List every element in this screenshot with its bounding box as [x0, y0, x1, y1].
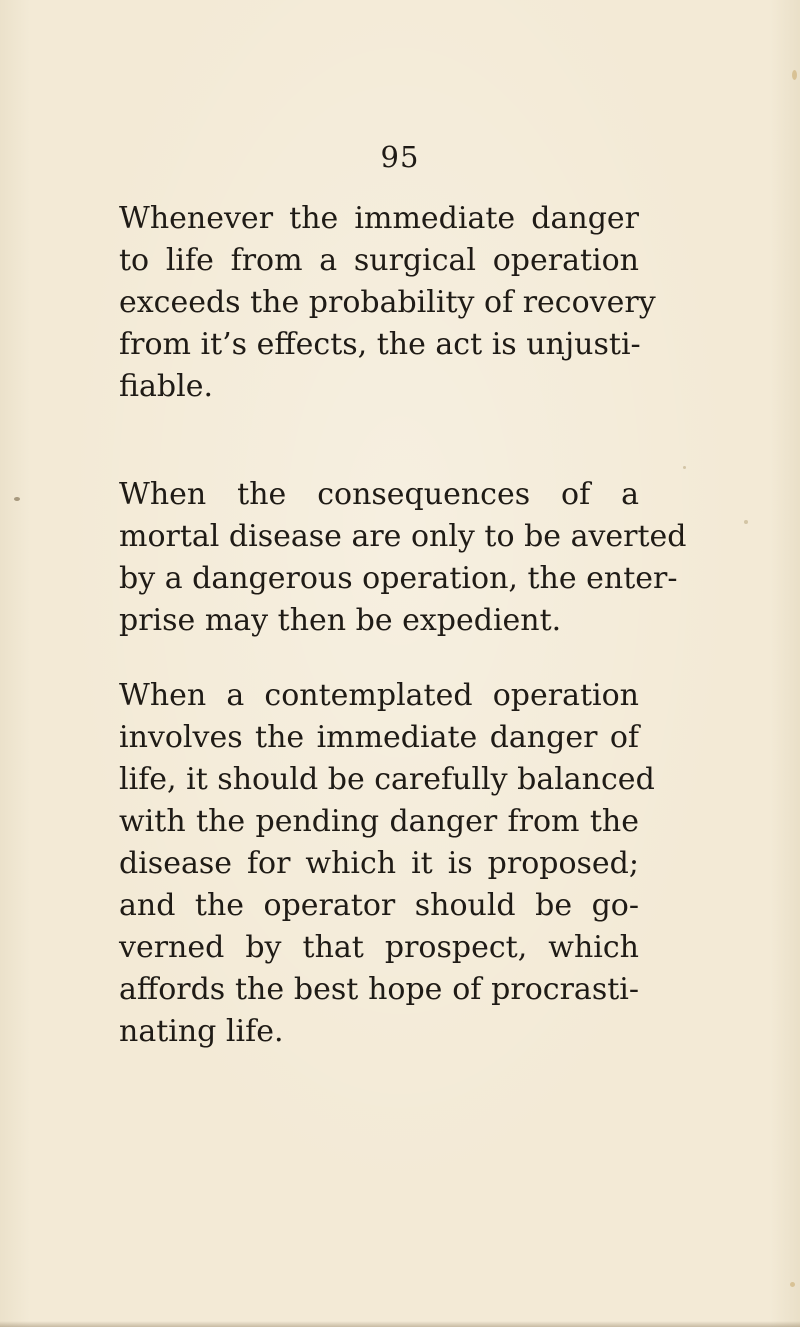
page-number: 95 [380, 140, 420, 174]
paragraph-2 [119, 474, 687, 642]
text-line: Whenever the immediate danger [119, 201, 639, 236]
text-line: to life from a surgical operation [119, 243, 639, 278]
paper-speck [790, 1282, 795, 1287]
text-line: When the consequences of a [119, 477, 639, 512]
text-line: from it’s effects, the act is unjusti- [119, 327, 641, 362]
page-bottom-edge [0, 1321, 800, 1327]
text-line: nating life. [119, 1014, 284, 1049]
paper-speck [792, 70, 797, 80]
text-line: mortal disease are only to be averted [119, 519, 687, 554]
paper-speck [683, 466, 686, 469]
text-line: with the pending danger from the [119, 804, 639, 839]
text-line: by a dangerous operation, the enter- [119, 561, 678, 596]
text-line: affords the best hope of procrasti- [119, 972, 639, 1007]
text-line: fiable. [119, 369, 213, 404]
text-line: involves the immediate danger of [119, 720, 639, 755]
text-line: and the operator should be go- [119, 888, 639, 923]
text-line: exceeds the probability of recovery [119, 285, 656, 320]
paragraph-3 [119, 675, 655, 1053]
text-line: When a contemplated operation [119, 678, 639, 713]
paper-speck [744, 520, 748, 524]
text-line: disease for which it is proposed; [119, 846, 639, 881]
text-line: life, it should be carefully balanced [119, 762, 655, 797]
paper-speck [14, 497, 20, 501]
text-line: verned by that prospect, which [119, 930, 639, 965]
text-line: prise may then be expedient. [119, 603, 562, 638]
paragraph-1 [119, 198, 656, 408]
